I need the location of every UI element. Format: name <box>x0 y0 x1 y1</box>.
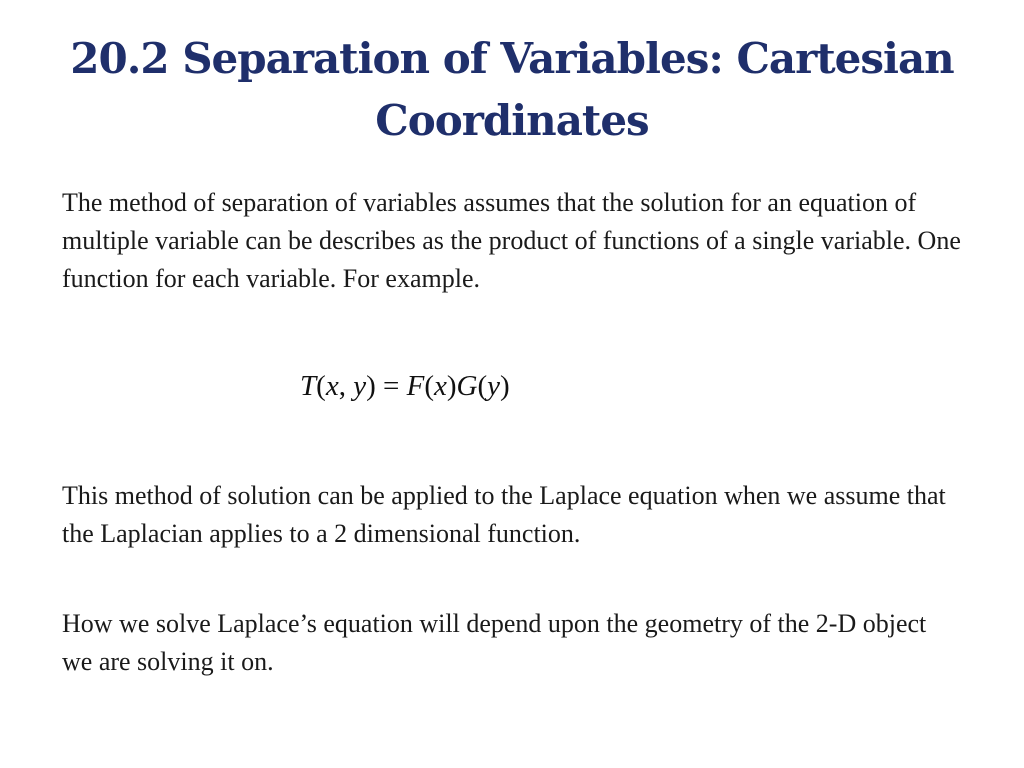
eq-paren-close: ) <box>500 370 510 402</box>
eq-var-y: y <box>353 370 367 402</box>
eq-func-f: F <box>406 370 425 402</box>
eq-paren-close: ) <box>366 370 376 402</box>
eq-var-x: x <box>325 370 339 402</box>
eq-paren-close: ) <box>446 370 457 402</box>
eq-paren-open: ( <box>424 370 434 402</box>
paragraph-geometry: How we solve Laplace’s equation will depend upon the geometry of the 2-D object we are solving it on. <box>62 609 927 676</box>
eq-func-g: G <box>456 370 478 402</box>
equation-separation <box>300 364 720 408</box>
eq-comma: , <box>338 370 354 402</box>
eq-equals: = <box>375 370 407 402</box>
eq-func-t: T <box>300 370 317 402</box>
slide-title: 20.2 Separation of Variables: Cartesian Coordinates <box>70 34 954 145</box>
eq-var-x: x <box>433 370 447 402</box>
eq-paren-open: ( <box>477 370 488 402</box>
eq-paren-open: ( <box>316 370 326 402</box>
paragraph-laplace: This method of solution can be applied to the Laplace equation when we assume that the Laplacian applies to a 2 dimensional function. <box>62 481 946 548</box>
paragraph-intro: The method of separation of variables assumes that the solution for an equation of multiple variable can be describes as the product of functions of a single variable. One function for each variable. For example. <box>62 188 961 293</box>
eq-var-y: y <box>487 370 501 402</box>
